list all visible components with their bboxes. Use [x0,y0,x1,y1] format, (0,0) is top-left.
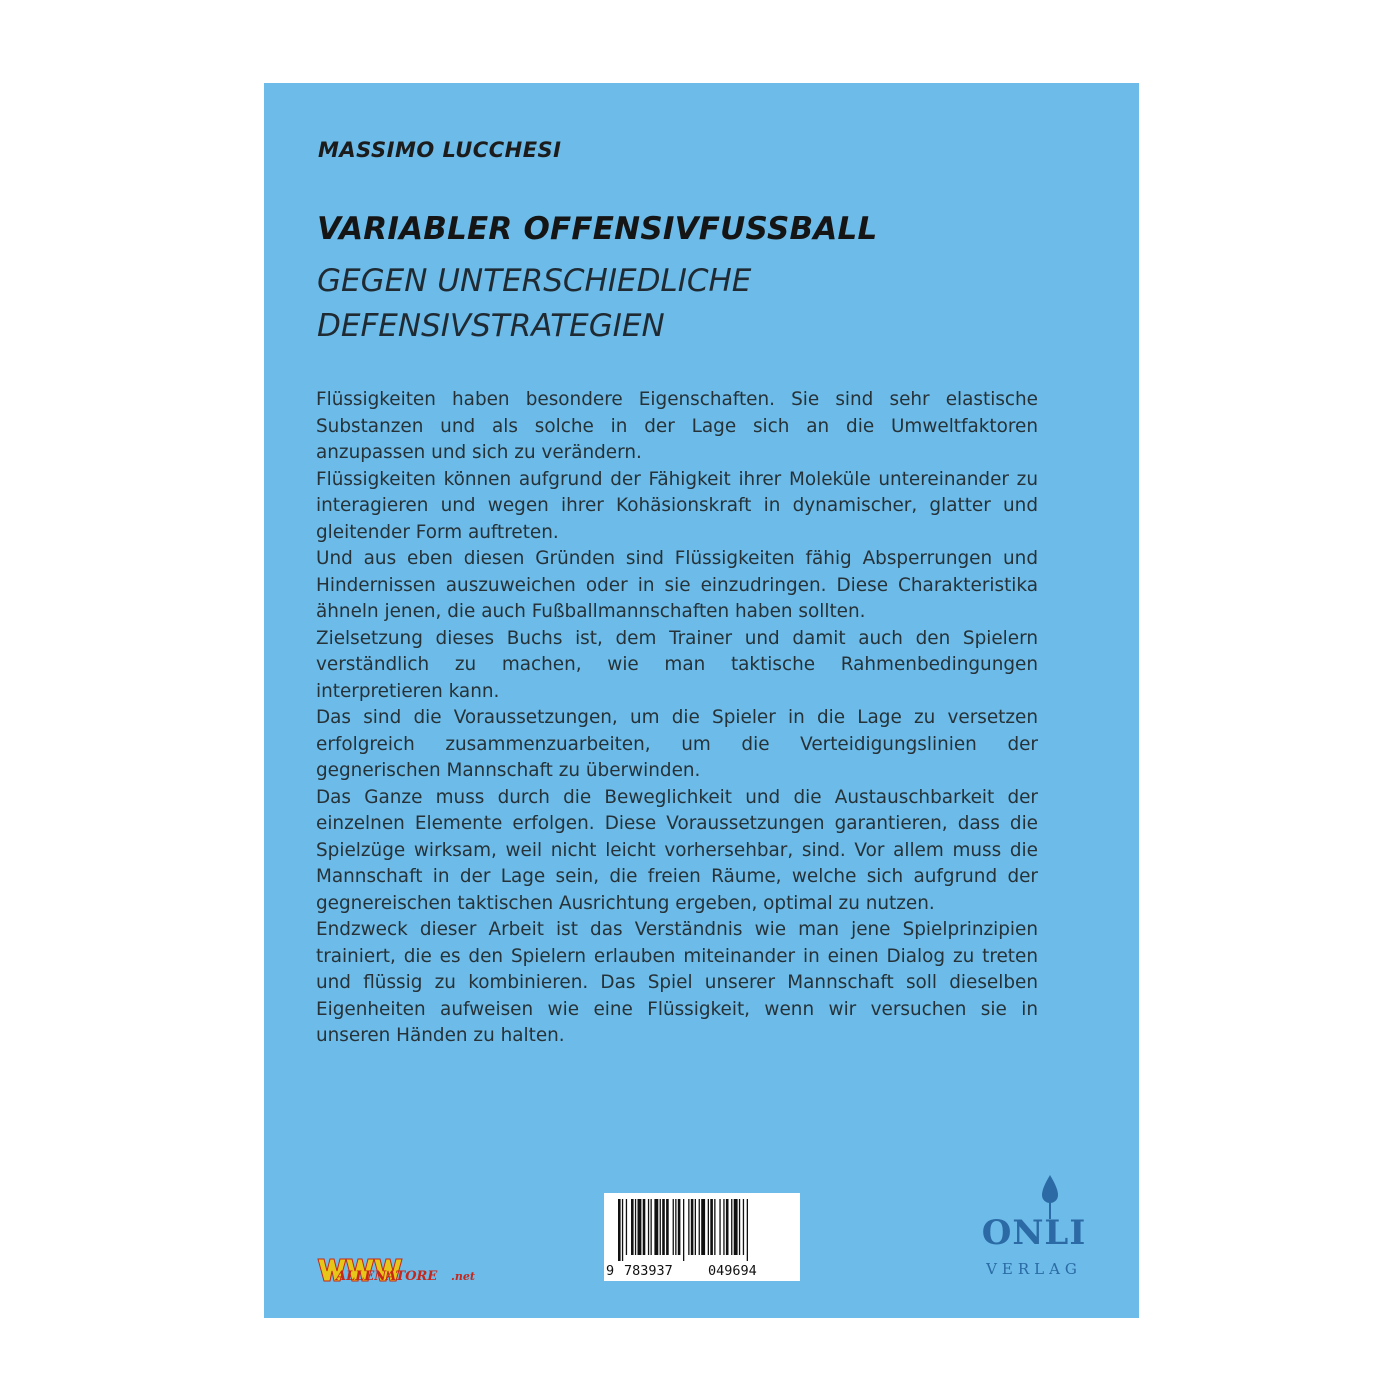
svg-text:.net: .net [451,1270,475,1283]
blurb-paragraph: Flüssigkeiten haben besondere Eigenschaften. Sie sind sehr elastische Substanzen und als solche in der Lage sich an die Umweltfaktoren anzupassen und sich zu verändern. [316,389,1038,463]
isbn-barcode [604,1193,800,1281]
onli-verlag-logo [972,1171,1097,1286]
allenatore-logo-graphic [316,1255,501,1285]
subtitle-line-2: DEFENSIVSTRATEGIEN [317,308,665,344]
blurb-paragraph: Das Ganze muss durch die Beweglichkeit und die Austauschbarkeit der einzelnen Elemente erfolgen. Diese Voraussetzungen garantieren, dass die Spielzüge wirksam, weil nicht leicht vorhersehbar, sind. Vor allem muss die Mannschaft in der Lage sein, die freien Räume, welche sich aufgrund der gegnereischen taktischen Ausrichtung ergeben, optimal zu nutzen. [316,786,1038,914]
subtitle-line-1: GEGEN UNTERSCHIEDLICHE [317,263,752,299]
allenatore-logo [316,1255,501,1285]
blurb-paragraph: Das sind die Voraussetzungen, um die Spieler in die Lage zu versetzen erfolgreich zusammenzuarbeiten, um die Verteidigungslinien der gegnerischen Mannschaft zu überwinden. [316,707,1038,781]
barcode-digit-first: 9 [606,1263,615,1279]
barcode-group-2: 049694 [708,1263,757,1279]
barcode-group-1: 783937 [624,1263,673,1279]
barcode-number [604,1199,800,1279]
onli-logo-text: ONLI [981,1213,1087,1253]
blurb-paragraph: Flüssigkeiten können aufgrund der Fähigkeit ihrer Moleküle untereinander zu interagieren und wegen ihrer Kohäsionskraft in dynamischer, glatter und gleitender Form auftreten. [316,468,1038,543]
blurb-text [316,387,1038,1050]
blurb-paragraph: Endzweck dieser Arbeit ist das Verständnis wie man jene Spielprinzipien trainiert, die es den Spielern erlauben miteinander in einen Dialog zu treten und flüssig zu kombinieren. Das Spiel unserer Mannschaft soll dieselben Eigenheiten aufweisen wie eine Flüssigkeit, wenn wir versuchen sie in unseren Händen zu halten. [316,919,1038,1046]
svg-text:ALLENATORE: ALLENATORE [336,1269,438,1284]
verlag-logo-text: VERLAG [986,1260,1082,1278]
book-subtitle [317,259,1017,349]
book-back-cover [264,83,1139,1318]
blurb-paragraph: Und aus eben diesen Gründen sind Flüssigkeiten fähig Absperrungen und Hindernissen auszuweichen oder in sie einzudringen. Diese Charakteristika ähneln jenen, die auch Fußballmannschaften haben sollten. [316,548,1038,622]
book-title: VARIABLER OFFENSIVFUSSBALL [317,211,878,247]
author-name: MASSIMO LUCCHESI [318,138,562,162]
blurb-paragraph: Zielsetzung dieses Buchs ist, dem Trainer und damit auch den Spielern verständlich zu machen, wie man taktische Rahmenbedingungen interpretieren kann. [316,627,1038,702]
